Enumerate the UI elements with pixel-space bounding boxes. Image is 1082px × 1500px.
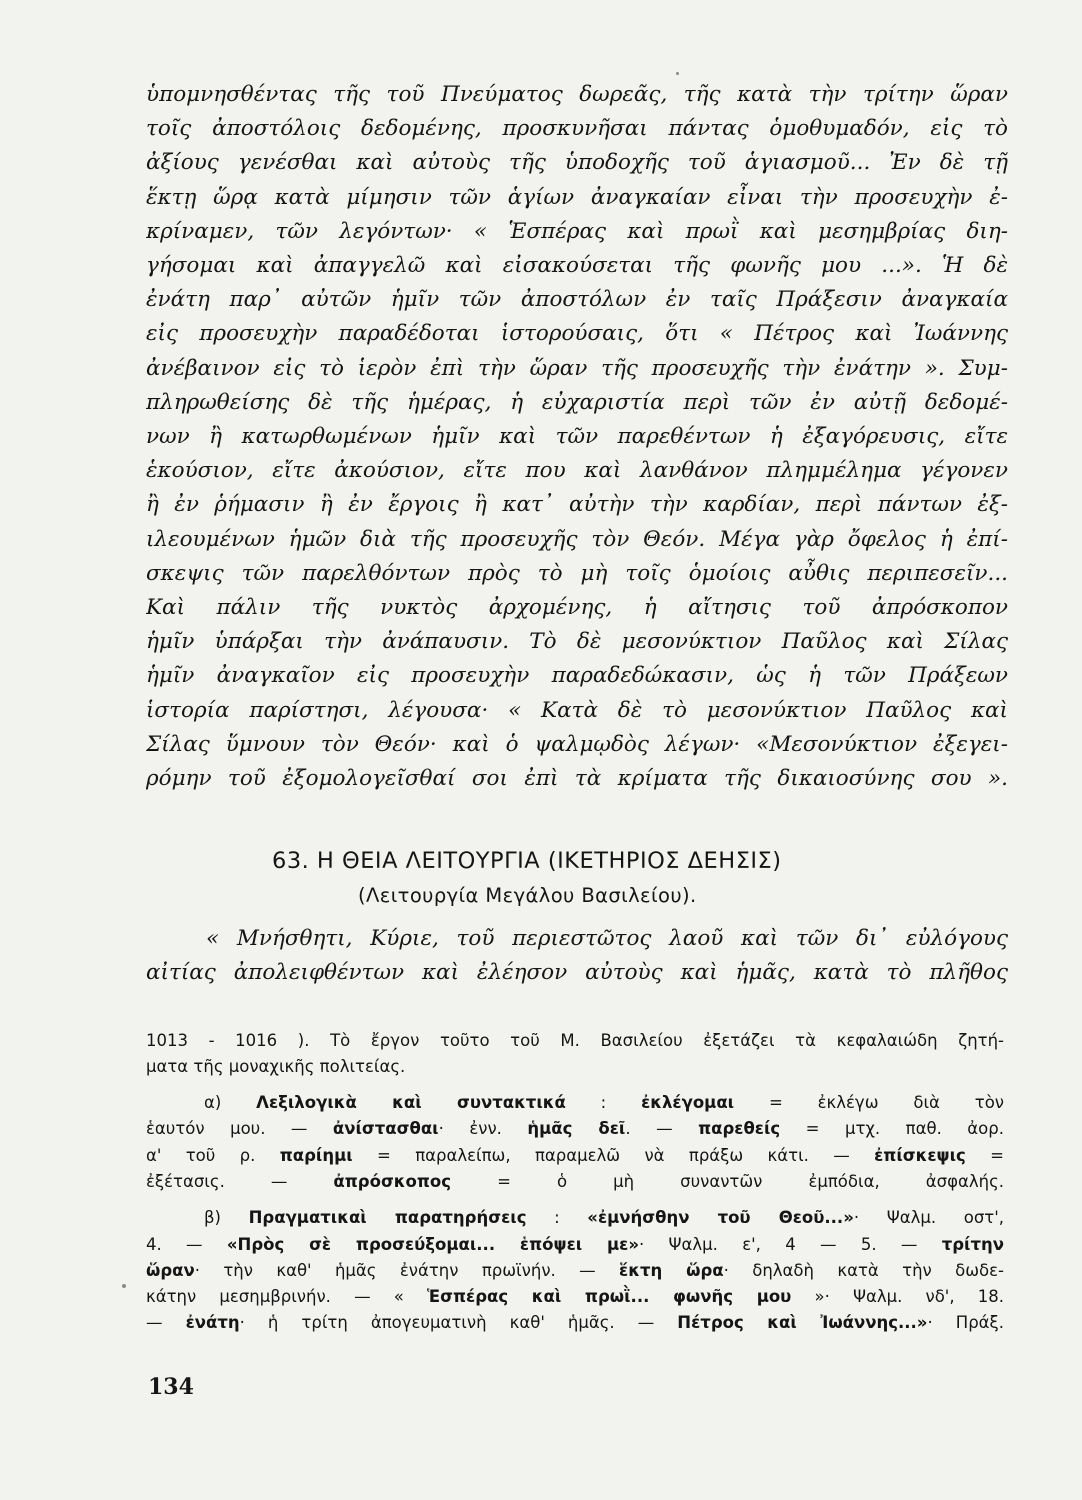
- footnote-text: ματα τῆς μοναχικῆς πολιτείας.: [146, 1057, 406, 1076]
- text-line: εἰς προσευχὴν παραδέδοται ἱστορούσαις, ὅτι « Πέτρος καὶ Ἰωάννης: [146, 321, 1008, 347]
- footnote-text: α' τοῦ ρ.: [146, 1146, 280, 1165]
- text-line: ἑκούσιον, εἴτε ἀκούσιον, εἴτε που καὶ λανθάνον πλημμέλημα γέγονεν: [146, 458, 1008, 484]
- footnote-text: · τὴν καθ' ἡμᾶς ἐνάτην πρωϊνήν. —: [194, 1261, 620, 1280]
- footnote-text: =: [965, 1146, 1004, 1165]
- bold-term: «Πρὸς σὲ προσεύξομαι... ἑπόψει με»: [226, 1235, 639, 1254]
- bold-term: ἐπίσκεψις: [874, 1146, 966, 1165]
- bold-term: Πραγματικαὶ παρατηρήσεις: [248, 1208, 527, 1227]
- footnote-text: ἑαυτόν μου. —: [146, 1119, 333, 1138]
- footnote-line: [146, 1169, 1004, 1195]
- text-line: ἀξίους γενέσθαι καὶ αὐτοὺς τῆς ὑποδοχῆς τοῦ ἁγιασμοῦ... Ἐν δὲ τῇ: [146, 150, 1008, 176]
- footnote-text: = παραλείπω, παραμελῶ νὰ πράξω κάτι. —: [352, 1146, 875, 1165]
- text-line: πληρωθείσης δὲ τῆς ἡμέρας, ἡ εὐχαριστία περὶ τῶν ἐν αὐτῇ δεδομέ-: [146, 389, 1008, 415]
- footnote-text: :: [526, 1208, 588, 1227]
- text-line: ἀνέβαινον εἰς τὸ ἱερὸν ἐπὶ τὴν ὥραν τῆς προσευχῆς τὴν ἐνάτην ». Συμ-: [146, 355, 1008, 381]
- bold-term: «ἐμνήσθην τοῦ Θεοῦ...»: [587, 1208, 854, 1227]
- footnote-text: · ἡ τρίτη ἀπογευματινὴ καθ' ἡμᾶς. —: [239, 1313, 678, 1332]
- bold-term: τρίτην: [941, 1235, 1004, 1254]
- footnote-text: κάτην μεσημβρινήν. — «: [146, 1287, 427, 1306]
- bold-term: ἡμᾶς δεῖ: [527, 1119, 626, 1138]
- text-line: τοῖς ἀποστόλοις δεδομένης, προσκυνῆσαι πάντας ὁμοθυμαδόν, εἰς τὸ: [146, 116, 1008, 142]
- bold-term: Λεξιλογικὰ καὶ συντακτικά: [256, 1093, 566, 1112]
- footnote-line: [146, 1028, 1004, 1054]
- footnote-line: [146, 1116, 1004, 1142]
- section-heading: 63. Η ΘΕΙΑ ΛΕΙΤΟΥΡΓΙΑ (ΙΚΕΤΗΡΙΟΣ ΔΕΗΣΙΣ): [272, 848, 782, 874]
- bold-term: Ἑσπέρας καὶ πρωῒ... φωνῆς μου: [427, 1287, 792, 1306]
- footnote-line: [146, 1054, 1004, 1080]
- text-line: ἡμῖν ὑπάρξαι τὴν ἀνάπαυσιν. Τὸ δὲ μεσονύκτιον Παῦλος καὶ Σίλας: [146, 629, 1008, 655]
- footnote-line: [204, 1090, 1004, 1116]
- footnote-line: [204, 1205, 1004, 1231]
- footnote-text: · ἐνν.: [438, 1119, 528, 1138]
- bold-term: παρεθείς: [698, 1119, 781, 1138]
- footnote-text: ἐξέτασις. —: [146, 1172, 334, 1191]
- footnote-line: [146, 1232, 1004, 1258]
- bold-term: ἐνάτη: [185, 1313, 240, 1332]
- text-line: ρόμην τοῦ ἐξομολογεῖσθαί σοι ἐπὶ τὰ κρίματα τῆς δικαιοσύνης σου ».: [146, 766, 1008, 791]
- bold-term: ὥραν: [146, 1261, 195, 1280]
- bold-term: παρίημι: [279, 1146, 353, 1165]
- text-line: « Μνήσθητι, Κύριε, τοῦ περιεστῶτος λαοῦ καὶ τῶν δι᾿ εὐλόγους: [206, 926, 1008, 951]
- text-line: ιλεουμένων ἡμῶν διὰ τῆς προσευχῆς τὸν Θεόν. Μέγα γὰρ ὄφελος ἡ ἐπί-: [146, 526, 1008, 552]
- bold-term: Πέτρος καὶ Ἰωάννης...»: [677, 1313, 928, 1332]
- text-line: κρίναμεν, τῶν λεγόντων· « Ἑσπέρας καὶ πρωῒ καὶ μεσημβρίας διη-: [146, 218, 1008, 244]
- footnote-text: · Ψαλμ. ε', 4 — 5. —: [638, 1235, 942, 1254]
- text-line: ἱστορία παρίστησι, λέγουσα· « Κατὰ δὲ τὸ μεσονύκτιον Παῦλος καὶ: [146, 697, 1008, 723]
- text-line: ἕκτῃ ὥρᾳ κατὰ μίμησιν τῶν ἁγίων ἀναγκαίαν εἶναι τὴν προσευχὴν ἐ-: [146, 184, 1008, 210]
- scan-speck: [122, 1284, 126, 1288]
- footnote-text: . —: [625, 1119, 699, 1138]
- footnote-line: [146, 1143, 1004, 1169]
- bold-term: ἕκτη ὥρα: [619, 1261, 724, 1280]
- scan-speck: [676, 72, 679, 75]
- bold-term: ἀπρόσκοπος: [333, 1172, 452, 1191]
- page-number: 134: [148, 1374, 194, 1400]
- footnote-line: [146, 1310, 1004, 1336]
- footnote-line: [146, 1258, 1004, 1284]
- text-line: ἢ ἐν ῥήμασιν ἢ ἐν ἔργοις ἢ κατ᾿ αὐτὴν τὴν καρδίαν, περὶ πάντων ἐξ-: [146, 492, 1008, 518]
- footnote-text: = μτχ. παθ. ἀορ.: [780, 1119, 1004, 1138]
- text-line: ἡμῖν ἀναγκαῖον εἰς προσευχὴν παραδεδώκασιν, ὡς ἡ τῶν Πράξεων: [146, 663, 1008, 689]
- text-line: Σίλας ὕμνουν τὸν Θεόν· καὶ ὁ ψαλμῳδὸς λέγων· «Μεσονύκτιον ἐξεγει-: [146, 731, 1008, 757]
- footnote-text: = ὁ μὴ συναντῶν ἐμπόδια, ἀσφαλής.: [451, 1172, 1004, 1191]
- section-subheading: (Λειτουργία Μεγάλου Βασιλείου).: [358, 884, 697, 907]
- footnote-text: · δηλαδὴ κατὰ τὴν δωδε-: [723, 1261, 1004, 1280]
- text-line: νων ἢ κατωρθωμένων ἡμῖν καὶ τῶν παρεθέντων ἡ ἐξαγόρευσις, εἴτε: [146, 424, 1008, 449]
- bold-term: ἐκλέγομαι: [641, 1093, 735, 1112]
- footnote-text: 1013 - 1016 ). Τὸ ἔργον τοῦτο τοῦ Μ. Βασιλείου ἐξετάζει τὰ κεφαλαιώδη ζητή-: [146, 1031, 1004, 1050]
- footnote-text: 4. —: [146, 1235, 227, 1254]
- footnote-text: · Πράξ.: [927, 1313, 1004, 1332]
- text-line: Καὶ πάλιν τῆς νυκτὸς ἀρχομένης, ἡ αἴτησις τοῦ ἀπρόσκοπον: [146, 595, 1008, 620]
- text-line: ἐνάτη παρ᾿ αὐτῶν ἡμῖν τῶν ἀποστόλων ἐν ταῖς Πράξεσιν ἀναγκαία: [146, 287, 1008, 313]
- footnote-text: :: [565, 1093, 642, 1112]
- footnote-text: β): [204, 1208, 249, 1227]
- footnote-text: »· Ψαλμ. νδ', 18.: [791, 1287, 1004, 1306]
- footnote-text: = ἐκλέγω διὰ τὸν: [734, 1093, 1004, 1112]
- text-line: ὑπομνησθέντας τῆς τοῦ Πνεύματος δωρεᾶς, τῆς κατὰ τὴν τρίτην ὥραν: [146, 82, 1008, 107]
- bold-term: ἀνίστασθαι: [332, 1119, 439, 1138]
- text-line: αἰτίας ἀπολειφθέντων καὶ ἐλέησον αὐτοὺς καὶ ἡμᾶς, κατὰ τὸ πλῆθος: [146, 960, 1008, 985]
- footnote-text: · Ψαλμ. οστ',: [853, 1208, 1004, 1227]
- footnote-text: α): [204, 1093, 257, 1112]
- footnote-line: [146, 1284, 1004, 1310]
- footnote-text: —: [146, 1313, 186, 1332]
- text-line: γήσομαι καὶ ἀπαγγελῶ καὶ εἰσακούσεται τῆς φωνῆς μου ...». Ἡ δὲ: [146, 253, 1008, 278]
- text-line: σκεψις τῶν παρελθόντων πρὸς τὸ μὴ τοῖς ὁμοίοις αὖθις περιπεσεῖν...: [146, 560, 1008, 586]
